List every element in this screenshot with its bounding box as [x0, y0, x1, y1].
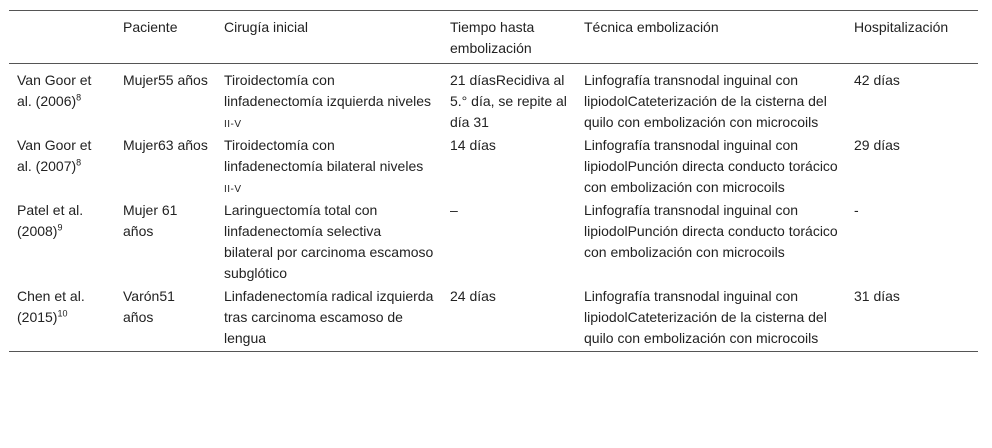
time-cell: – — [450, 202, 458, 218]
technique-cell: Linfografía transnodal inguinal con lipiodolCateterización de la cisterna del quilo con embolización con microcoils — [584, 72, 827, 130]
reference-number: 8 — [76, 92, 82, 103]
header-study — [9, 11, 115, 64]
surgery-levels: II-V — [224, 184, 242, 195]
time-cell: 21 díasRecidiva al 5.° día, se repite al día 31 — [450, 72, 567, 130]
case-table-container — [9, 10, 978, 352]
table-body — [9, 64, 978, 352]
surgery-text: Tiroidectomía con linfadenectomía bilateral niveles — [224, 137, 424, 174]
time-cell: 24 días — [450, 288, 496, 304]
header-initial-surgery: Cirugía inicial — [224, 19, 309, 35]
study-cell — [9, 200, 115, 286]
study-label: Van Goor et al. (2006) — [17, 72, 92, 109]
stay-cell: 29 días — [854, 137, 900, 153]
surgery-cell — [216, 135, 442, 200]
header-row — [9, 11, 978, 64]
header-embolization-technique: Técnica embolización — [584, 19, 719, 35]
patient-cell: Mujer 61 años — [123, 202, 178, 239]
technique-cell: Linfografía transnodal inguinal con lipiodolPunción directa conducto torácico con embolización con microcoils — [584, 137, 838, 195]
patient-cell: Mujer55 años — [123, 72, 208, 88]
patient-cell: Mujer63 años — [123, 137, 208, 153]
surgery-cell — [216, 64, 442, 136]
technique-cell: Linfografía transnodal inguinal con lipiodolPunción directa conducto torácico con embolización con microcoils — [584, 202, 838, 260]
header-hospitalization: Hospitalización — [854, 19, 949, 35]
technique-cell: Linfografía transnodal inguinal con lipiodolCateterización de la cisterna del quilo con embolización con microcoils — [584, 288, 827, 346]
stay-cell: 31 días — [854, 288, 900, 304]
surgery-cell — [216, 200, 442, 286]
surgery-cell — [216, 286, 442, 352]
study-label: Patel et al. (2008) — [17, 202, 84, 239]
study-label: Chen et al. (2015) — [17, 288, 85, 325]
stay-cell: - — [854, 202, 859, 218]
surgery-text: Linfadenectomía radical izquierda tras carcinoma escamoso de lengua — [224, 288, 434, 346]
study-cell — [9, 135, 115, 200]
reference-number: 8 — [76, 157, 82, 168]
table-row — [9, 200, 978, 286]
study-label: Van Goor et al. (2007) — [17, 137, 92, 174]
patient-cell: Varón51 años — [123, 288, 175, 325]
study-cell — [9, 64, 115, 136]
study-cell — [9, 286, 115, 352]
surgery-levels: II-V — [224, 119, 242, 130]
reference-number: 9 — [57, 222, 63, 233]
stay-cell: 42 días — [854, 72, 900, 88]
surgery-text: Tiroidectomía con linfadenectomía izquierda niveles — [224, 72, 432, 109]
reference-number: 10 — [57, 308, 68, 319]
header-patient: Paciente — [123, 19, 178, 35]
table-row — [9, 64, 978, 136]
table-row — [9, 286, 978, 352]
surgery-text: Laringuectomía total con linfadenectomía selectiva bilateral por carcinoma escamoso subglótico — [224, 202, 434, 281]
header-time-to-embolization: Tiempo hasta embolización — [450, 19, 535, 56]
case-series-table — [9, 10, 978, 352]
time-cell: 14 días — [450, 137, 496, 153]
table-header — [9, 11, 978, 64]
table-row — [9, 135, 978, 200]
